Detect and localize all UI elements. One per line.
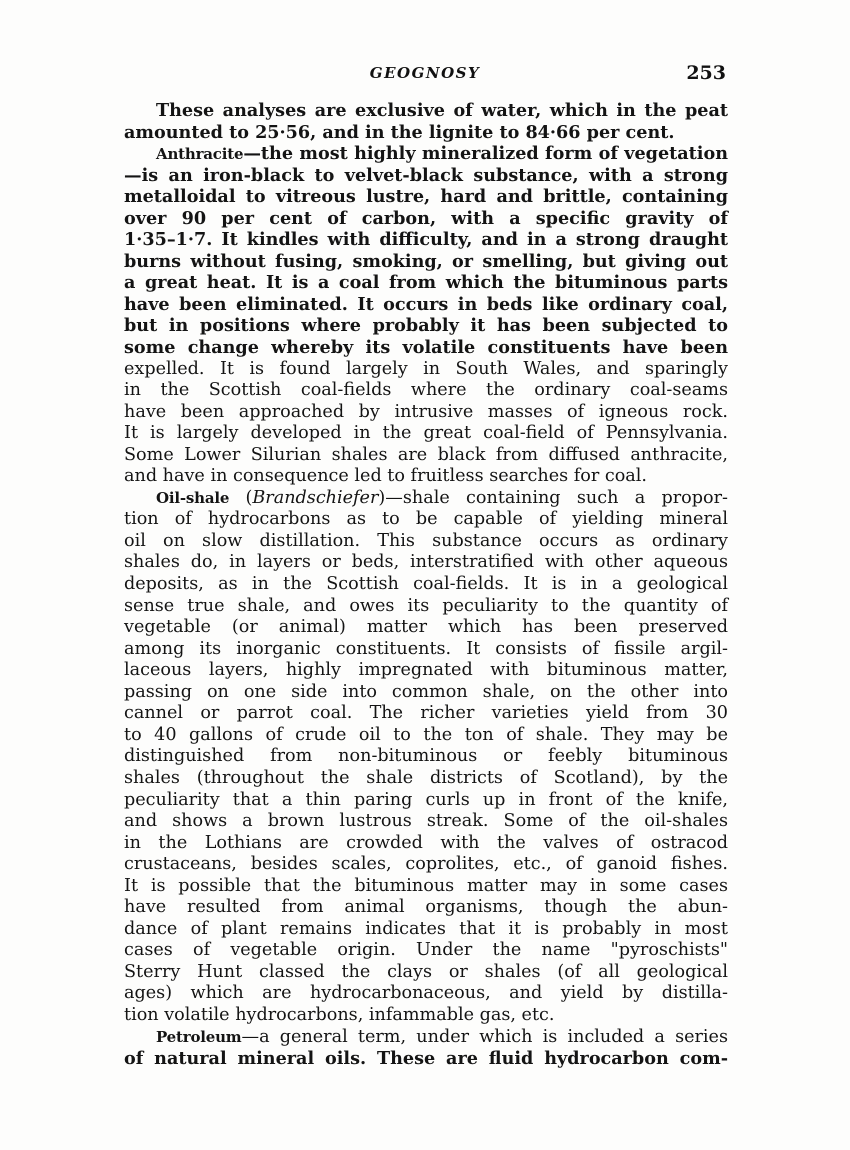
text-line [124, 423, 728, 445]
line-text: to 40 gallons of crude oil to the ton of shale. They may be [124, 724, 728, 745]
line-text: of natural mineral oils. These are fluid hydrocarbon com- [124, 1048, 728, 1070]
line-text: have been approached by intrusive masses of igneous rock. [124, 401, 728, 422]
line-text: burns without fusing, smoking, or smelling, but giving out [124, 250, 728, 272]
line-text: expelled. It is found largely in South Wales, and sparingly [124, 358, 728, 379]
line-text: These analyses are exclusive of water, which in the peat [156, 100, 728, 121]
text-line [124, 122, 728, 144]
line-text: dance of plant remains indicates that it is probably in most [124, 918, 728, 939]
text-line [124, 531, 728, 553]
line-text: —shale containing such a propor- [385, 487, 728, 508]
paragraph-oil-shale [124, 488, 728, 1027]
line-text: deposits, as in the Scottish coal-fields. It is in a geological [124, 574, 728, 595]
line-text: crustaceans, besides scales, coprolites, etc., of ganoid fishes. [124, 854, 728, 875]
line-text: oil on slow distillation. This substance occurs as ordinary [124, 530, 728, 551]
text-line [124, 208, 728, 230]
line-text: vegetable (or animal) matter which has been preserved [124, 617, 728, 638]
text-line [124, 768, 728, 790]
page-number: 253 [686, 62, 726, 84]
line-text: —is an iron-black to velvet-black substance, with a strong [124, 164, 728, 186]
line-text: over 90 per cent of carbon, with a specific gravity of [124, 207, 728, 229]
line-text: passing on one side into common shale, on the other into [124, 681, 728, 702]
line-text: and shows a brown lustrous streak. Some of the oil-shales [124, 811, 728, 832]
text-line [124, 251, 728, 273]
line-text: tion of hydrocarbons as to be capable of yielding mineral [124, 509, 728, 530]
line-text: —a general term, under which is included a series [241, 1026, 728, 1047]
line-text: distinguished from non-bituminous or feebly bituminous [124, 746, 728, 767]
text-line [124, 746, 728, 768]
running-title: GEOGNOSY [369, 64, 481, 82]
line-text: ages) which are hydrocarbonaceous, and yield by distilla- [124, 983, 728, 1004]
text-line [124, 617, 728, 639]
line-text: cannel or parrot coal. The richer varieties yield from 30 [124, 703, 728, 724]
line-text: shales do, in layers or beds, interstratified with other aqueous [124, 552, 728, 573]
text-line [124, 143, 728, 165]
term-heading: Anthracite [156, 145, 244, 164]
paragraph-petroleum [124, 1027, 728, 1070]
term-heading: Oil-shale [156, 488, 230, 507]
text-line [124, 229, 728, 251]
text-line [124, 940, 728, 962]
line-text: some change whereby its volatile constituents have been [124, 337, 728, 359]
line-text: 1·35–1·7. It kindles with difficulty, and in a strong draught [124, 229, 728, 251]
line-text: It is possible that the bituminous matter may in some cases [124, 875, 728, 896]
line-text: have resulted from animal organisms, though the abun- [124, 897, 728, 918]
text-line [124, 574, 728, 596]
line-text: have been eliminated. It occurs in beds like ordinary coal, [124, 293, 728, 315]
text-line [124, 315, 728, 337]
text-line [124, 983, 728, 1005]
text-line [124, 509, 728, 531]
line-text: in the Scottish coal-fields where the ordinary coal-seams [124, 380, 728, 401]
line-text: amounted to 25·56, and in the lignite to 84·66 per cent. [124, 121, 675, 143]
text-line [124, 725, 728, 747]
running-head [124, 62, 726, 86]
text-line [124, 833, 728, 855]
text-line [124, 402, 728, 424]
text-line [124, 854, 728, 876]
text-line [124, 337, 728, 359]
line-text: among its inorganic constituents. It consists of fissile argil- [124, 638, 728, 659]
paragraph-anthracite [124, 143, 728, 488]
text-line [124, 1048, 728, 1070]
text-line [124, 596, 728, 618]
text-line [124, 1027, 728, 1049]
line-text: metalloidal to vitreous lustre, hard and brittle, containing [124, 186, 728, 208]
text-line [124, 380, 728, 402]
text-line [124, 552, 728, 574]
line-text: peculiarity that a thin paring curls up in front of the knife, [124, 789, 728, 810]
text-line [124, 186, 728, 208]
line-text: and have in consequence led to fruitless searches for coal. [124, 466, 648, 487]
line-text: shales (throughout the shale districts of Scotland), by the [124, 767, 728, 788]
text-line [124, 962, 728, 984]
line-text: cases of vegetable origin. Under the name "pyroschists" [124, 940, 728, 961]
text-line [124, 919, 728, 941]
paragraph-analyses-note [124, 100, 728, 143]
text-line [124, 272, 728, 294]
line-text: It is largely developed in the great coal-field of Pennsylvania. [124, 423, 728, 444]
body-text [124, 100, 728, 1070]
text-line [124, 359, 728, 381]
line-text: tion volatile hydrocarbons, infammable gas, etc. [124, 1004, 555, 1025]
text-line [124, 445, 728, 467]
line-text: Some Lower Silurian shales are black from diffused anthracite, [124, 444, 728, 465]
text-line [124, 1005, 728, 1027]
term-heading: Petroleum [156, 1027, 242, 1046]
line-text: but in positions where probably it has been subjected to [124, 315, 728, 337]
text-line [124, 100, 728, 122]
text-line [124, 682, 728, 704]
text-line [124, 703, 728, 725]
line-text: sense true shale, and owes its peculiarity to the quantity of [124, 595, 728, 616]
line-text: —the most highly mineralized form of vegetation [243, 143, 728, 165]
text-line [124, 466, 728, 488]
line-text: in the Lothians are crowded with the valves of ostracod [124, 832, 728, 853]
line-text: laceous layers, highly impregnated with bituminous matter, [124, 660, 728, 681]
text-line [124, 876, 728, 898]
text-line: Oil-shale (Brandschiefer)—shale containing such a propor- [156, 487, 728, 508]
term-synonym: Brandschiefer [252, 487, 379, 508]
text-line [124, 294, 728, 316]
line-text: a great heat. It is a coal from which the bituminous parts [124, 272, 728, 294]
text-line [124, 639, 728, 661]
line-text: Sterry Hunt classed the clays or shales (of all geological [124, 961, 728, 982]
text-line [124, 811, 728, 833]
text-line [124, 897, 728, 919]
text-line [124, 790, 728, 812]
text-line [124, 165, 728, 187]
text-line [124, 660, 728, 682]
